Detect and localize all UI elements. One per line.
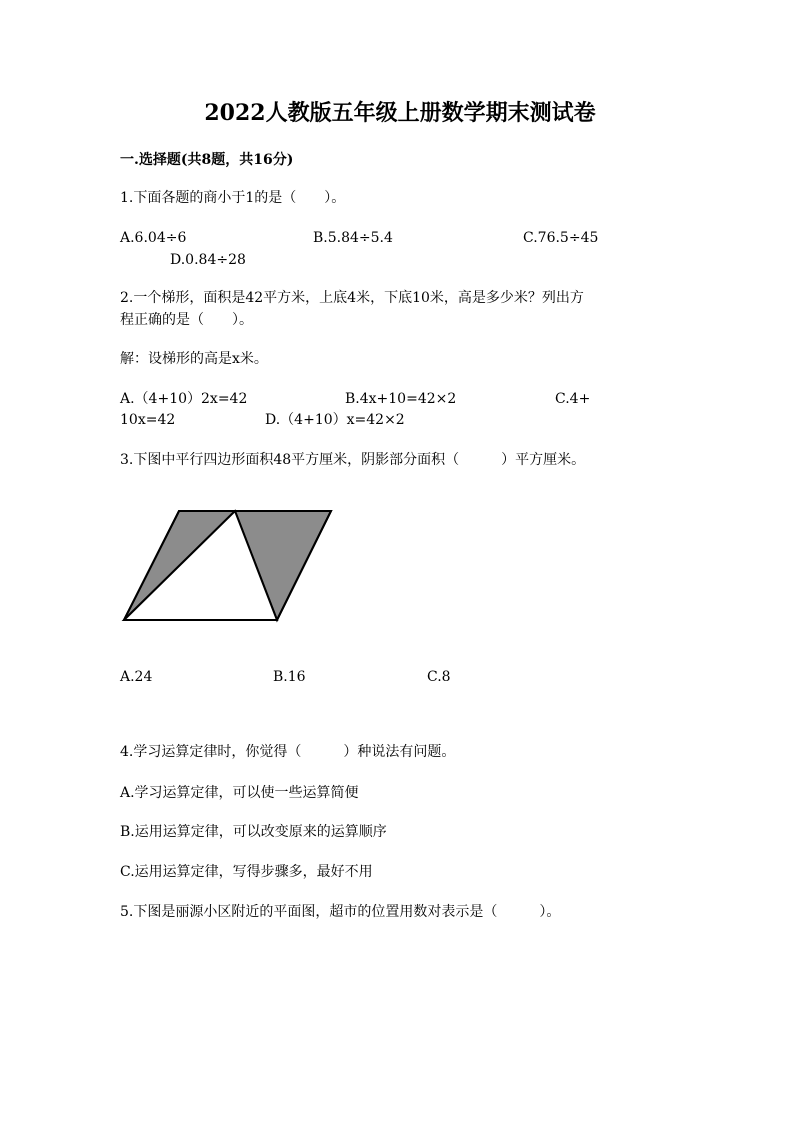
question-2-stem-line-2: 程正确的是（ ）。 bbox=[120, 312, 253, 328]
question-4-option-c: C.运用运算定律，写得步骤多，最好不用 bbox=[120, 864, 373, 880]
question-3-option-c: C.8 bbox=[427, 669, 451, 685]
question-4-stem: 4.学习运算定律时，你觉得（ ）种说法有问题。 bbox=[120, 744, 456, 760]
question-3-option-b: B.16 bbox=[273, 669, 306, 685]
question-1-option-d: D.0.84÷28 bbox=[170, 252, 246, 268]
question-2-option-c: C.4+ bbox=[555, 391, 591, 407]
question-1-option-c: C.76.5÷45 bbox=[523, 230, 599, 246]
parallelogram-figure bbox=[118, 506, 338, 626]
question-3-stem: 3.下图中平行四边形面积48平方厘米，阴影部分面积（ ）平方厘米。 bbox=[120, 452, 586, 468]
question-2-option-d: D.（4+10）x=42×2 bbox=[265, 412, 405, 428]
question-1-option-a: A.6.04÷6 bbox=[120, 230, 187, 246]
question-2-option-a: A.（4+10）2x=42 bbox=[120, 391, 248, 407]
question-4-option-b: B.运用运算定律，可以改变原来的运算顺序 bbox=[120, 824, 387, 840]
section-heading: 一.选择题(共8题，共16分) bbox=[120, 152, 294, 168]
question-2-option-b: B.4x+10=42×2 bbox=[345, 391, 457, 407]
page-title: 2022人教版五年级上册数学期末测试卷 bbox=[204, 100, 596, 126]
question-3-option-a: A.24 bbox=[120, 669, 153, 685]
question-2-note: 解：设梯形的高是x米。 bbox=[120, 351, 268, 367]
question-2-stem-line-1: 2.一个梯形，面积是42平方米，上底4米，下底10米，高是多少米？列出方 bbox=[120, 290, 584, 306]
question-1-stem: 1.下面各题的商小于1的是（ ）。 bbox=[120, 190, 346, 206]
question-1-option-b: B.5.84÷5.4 bbox=[313, 230, 393, 246]
question-2-option-c-continued: 10x=42 bbox=[120, 412, 176, 428]
question-5-stem: 5.下图是丽源小区附近的平面图，超市的位置用数对表示是（ ）。 bbox=[120, 904, 561, 920]
question-4-option-a: A.学习运算定律，可以使一些运算简便 bbox=[120, 785, 359, 801]
